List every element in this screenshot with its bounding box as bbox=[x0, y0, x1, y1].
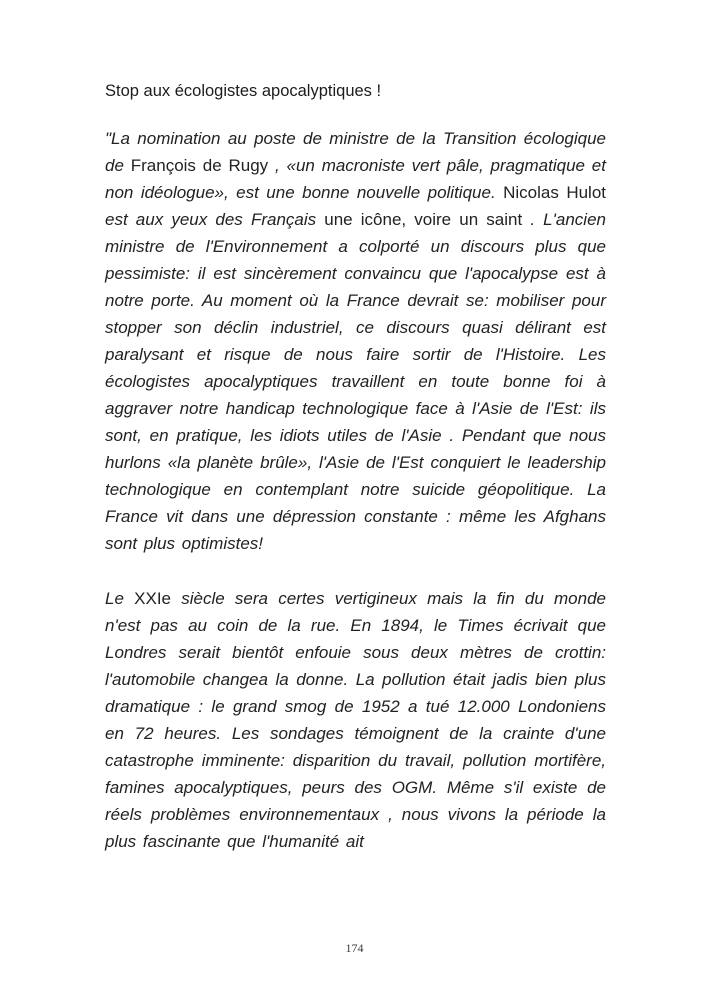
text-run: une icône, voire un saint bbox=[324, 210, 531, 229]
text-run: "La nomination au poste de ministre de la Transition écologique de bbox=[105, 129, 606, 175]
text-run: Le bbox=[105, 589, 135, 608]
text-run: . L'ancien ministre de l'Environnement a colporté un discours plus que pessimiste: il est sincèrement convaincu que l'apocalypse est à notre porte. Au moment où la France devrait se: mobiliser pour stopper son déclin industriel, ce discours quasi délirant est paralysant et risque de nous faire sortir de l'Histoire. Les écologistes apocalyptiques travaillent en toute bonne foi à aggraver notre handicap technologique face à l'Asie de l'Est: ils sont, en pratique, les idiots utiles de l'Asie . Pendant que nous hurlons «la planète brûle», l'Asie de l'Est conquiert le leadership technologique en contemplant notre suicide géopolitique. La France vit dans une dépression constante : même les Afghans sont plus optimistes! bbox=[105, 210, 606, 553]
text-run: XXIe bbox=[134, 589, 171, 608]
text-run: est aux yeux des Français bbox=[105, 210, 325, 229]
text-run: Nicolas Hulot bbox=[503, 183, 607, 202]
text-run: , «un macroniste vert pâle, pragmatique et non idéologue», est une bonne nouvelle politique. bbox=[105, 156, 606, 202]
paragraph bbox=[105, 125, 606, 557]
page-title: Stop aux écologistes apocalyptiques ! bbox=[105, 82, 382, 100]
body-paragraphs bbox=[105, 125, 606, 855]
paragraph bbox=[105, 585, 606, 855]
page-number: 174 bbox=[345, 941, 364, 955]
text-run: siècle sera certes vertigineux mais la fin du monde n'est pas au coin de la rue. En 1894, le Times écrivait que Londres serait bientôt enfouie sous deux mètres de crottin: l'automobile changea la donne. La pollution était jadis bien plus dramatique : le grand smog de 1952 a tué 12.000 Londoniens en 72 heures. Les sondages témoignent de la crainte d'une catastrophe imminente: disparition du travail, pollution mortifère, famines apocalyptiques, peurs des OGM. Même s'il existe de réels problèmes environnementaux , nous vivons la période la plus fascinante que l'humanité ait bbox=[105, 589, 606, 851]
text-run: François de Rugy bbox=[130, 156, 269, 175]
